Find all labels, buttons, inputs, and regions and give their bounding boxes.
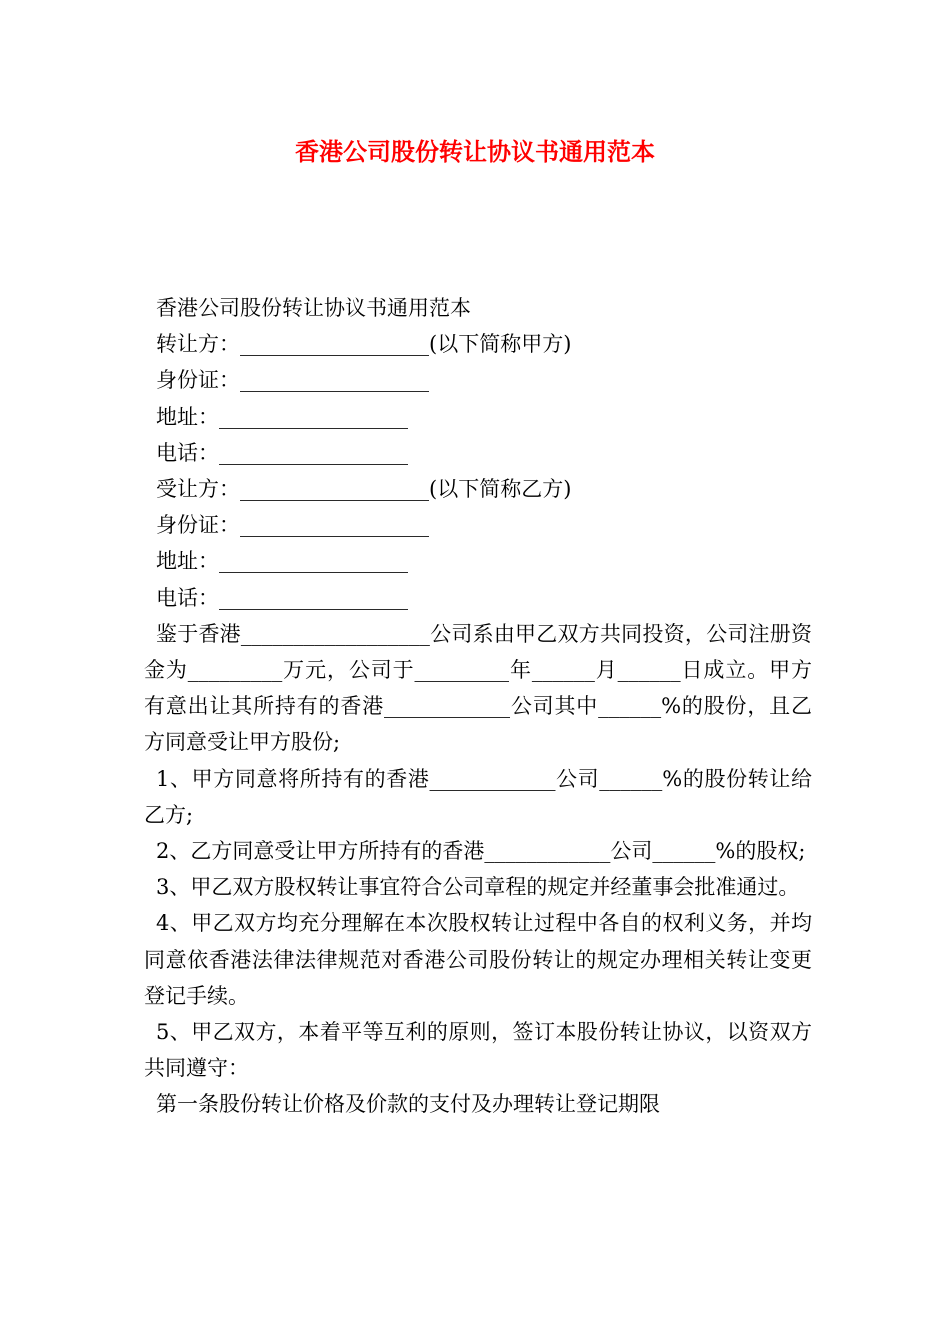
transferor-id-field: 身份证：__________________: [156, 368, 429, 393]
body-heading: 香港公司股份转让协议书通用范本: [156, 296, 471, 320]
clause-1: 1、甲方同意将所持有的香港____________公司______%的股份转让给乙方;: [144, 766, 812, 827]
transferee-address-field: 地址：__________________: [156, 549, 408, 574]
transferee-id-field: 身份证：__________________: [156, 513, 429, 538]
document-title: 香港公司股份转让协议书通用范本: [295, 137, 655, 166]
recital-paragraph: 鉴于香港__________________公司系由甲乙双方共同投资，公司注册资金为_________万元，公司于_________年______月______日成立。甲方有意出让其所持有的香港____________公司其中______%的股份，且乙方同意受让甲方股份;: [144, 621, 812, 755]
transferor-phone-field: 电话：__________________: [156, 440, 408, 465]
transferor-address-field: 地址：__________________: [156, 404, 408, 429]
clause-4: 4、甲乙双方均充分理解在本次股权转让过程中各自的权利义务，并均同意依香港法律法律规范对香港公司股份转让的规定办理相关转让变更登记手续。: [144, 911, 812, 1008]
transferor-field: 转让方：__________________(以下简称甲方): [156, 332, 572, 357]
transferee-field: 受让方：__________________(以下简称乙方): [156, 477, 572, 502]
clause-3: 3、甲乙双方股权转让事宜符合公司章程的规定并经董事会批准通过。: [156, 875, 800, 900]
article-1-heading: 第一条股份转让价格及价款的支付及办理转让登记期限: [156, 1092, 660, 1117]
clause-2: 2、乙方同意受让甲方所持有的香港____________公司______%的股权;: [156, 839, 806, 864]
clause-5: 5、甲乙双方，本着平等互利的原则，签订本股份转让协议，以资双方共同遵守：: [144, 1020, 812, 1081]
document-body: [144, 290, 812, 1123]
transferee-phone-field: 电话：__________________: [156, 585, 408, 610]
